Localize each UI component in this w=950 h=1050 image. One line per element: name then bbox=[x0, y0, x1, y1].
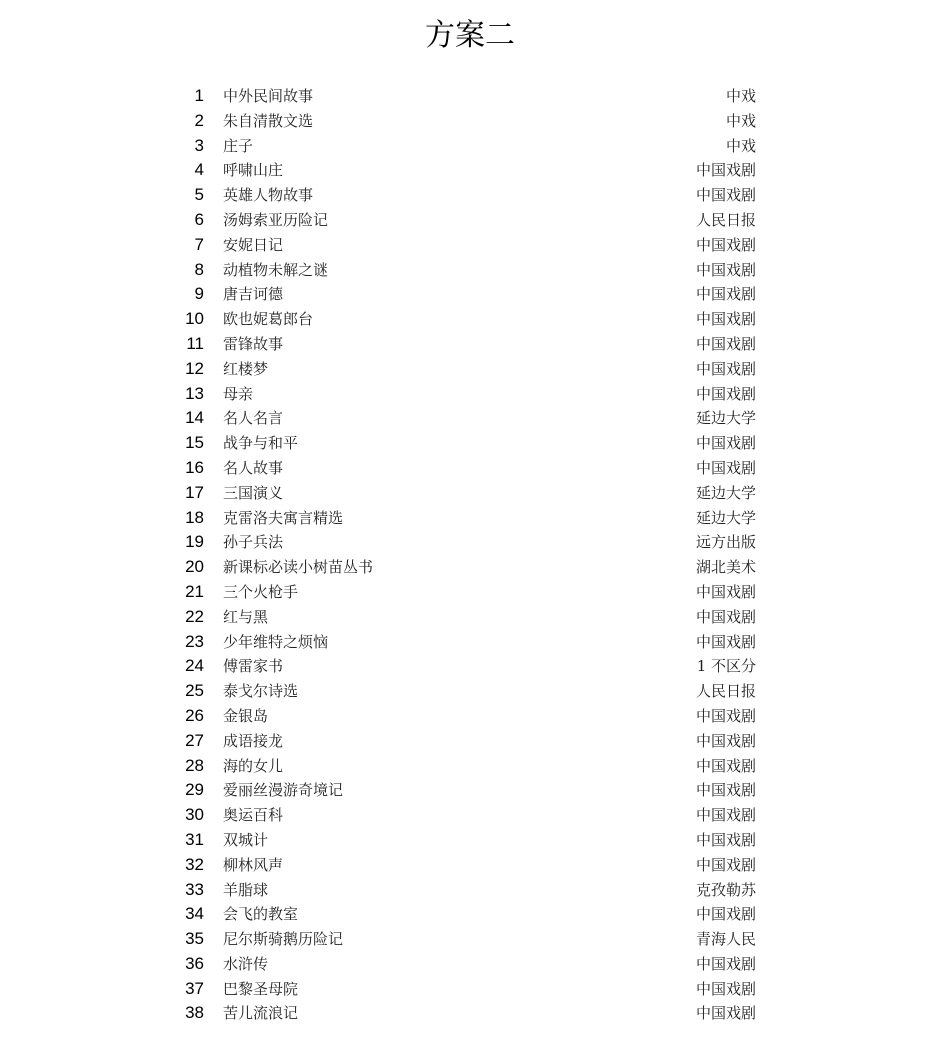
book-publisher: 延边大学 bbox=[695, 483, 756, 502]
list-item bbox=[0, 132, 950, 157]
item-number: 31 bbox=[185, 829, 204, 849]
book-title: 会飞的教室 bbox=[223, 905, 299, 924]
item-number: 18 bbox=[185, 507, 204, 527]
book-title: 庄子 bbox=[223, 136, 254, 155]
book-publisher: 中国戏剧 bbox=[695, 607, 756, 626]
list-item bbox=[0, 776, 950, 801]
book-title: 欧也妮葛郎台 bbox=[223, 310, 314, 329]
list-item bbox=[0, 231, 950, 256]
book-publisher: 中国戏剧 bbox=[695, 161, 756, 180]
item-number: 32 bbox=[185, 854, 204, 874]
item-number: 26 bbox=[185, 705, 204, 725]
item-number: 24 bbox=[185, 656, 204, 676]
list-item bbox=[0, 429, 950, 454]
item-number: 20 bbox=[185, 557, 204, 577]
list-item bbox=[0, 206, 950, 231]
list-item bbox=[0, 652, 950, 677]
book-title: 傅雷家书 bbox=[223, 657, 284, 676]
item-number: 7 bbox=[194, 234, 204, 254]
list-item bbox=[0, 851, 950, 876]
list-item bbox=[0, 578, 950, 603]
book-publisher: 人民日报 bbox=[695, 682, 756, 701]
item-number: 14 bbox=[185, 408, 204, 428]
book-title: 巴黎圣母院 bbox=[223, 979, 299, 998]
book-title: 尼尔斯骑鹅历险记 bbox=[223, 930, 344, 949]
item-number: 27 bbox=[185, 730, 204, 750]
list-item bbox=[0, 479, 950, 504]
book-title: 母亲 bbox=[223, 384, 254, 403]
book-publisher: 中国戏剧 bbox=[695, 235, 756, 254]
list-item bbox=[0, 702, 950, 727]
list-item bbox=[0, 950, 950, 975]
list-item bbox=[0, 975, 950, 1000]
list-item bbox=[0, 801, 950, 826]
book-title: 爱丽丝漫游奇境记 bbox=[223, 781, 344, 800]
book-publisher: 中国戏剧 bbox=[695, 806, 756, 825]
list-item bbox=[0, 404, 950, 429]
list-item bbox=[0, 355, 950, 380]
book-publisher: 中国戏剧 bbox=[695, 756, 756, 775]
item-number: 11 bbox=[186, 333, 204, 353]
book-title: 呼啸山庄 bbox=[223, 161, 284, 180]
item-number: 12 bbox=[185, 358, 204, 378]
book-title: 汤姆索亚历险记 bbox=[223, 210, 329, 229]
book-publisher: 中国戏剧 bbox=[695, 1004, 756, 1023]
book-title: 朱自清散文选 bbox=[223, 111, 314, 130]
book-publisher: 中国戏剧 bbox=[695, 359, 756, 378]
book-publisher: 中国戏剧 bbox=[695, 384, 756, 403]
item-number: 36 bbox=[185, 953, 204, 973]
book-title: 泰戈尔诗选 bbox=[223, 682, 299, 701]
book-title: 唐吉诃德 bbox=[223, 285, 284, 304]
book-publisher: 远方出版 bbox=[695, 533, 756, 552]
book-publisher: 中国戏剧 bbox=[695, 285, 756, 304]
list-item bbox=[0, 876, 950, 901]
book-publisher: 人民日报 bbox=[695, 210, 756, 229]
item-number: 22 bbox=[185, 606, 204, 626]
item-number: 29 bbox=[185, 780, 204, 800]
book-title: 新课标必读小树苗丛书 bbox=[223, 558, 374, 577]
item-number: 1 bbox=[194, 86, 204, 105]
list-item bbox=[0, 280, 950, 305]
book-title: 孙子兵法 bbox=[223, 533, 284, 552]
list-item bbox=[0, 603, 950, 628]
book-publisher: 延边大学 bbox=[695, 508, 756, 527]
book-title: 双城计 bbox=[223, 830, 269, 849]
book-publisher: 中国戏剧 bbox=[695, 434, 756, 453]
item-number: 6 bbox=[194, 209, 204, 229]
list-item bbox=[0, 181, 950, 206]
item-number: 25 bbox=[185, 681, 204, 701]
book-publisher: 中国戏剧 bbox=[695, 582, 756, 601]
item-number: 17 bbox=[185, 482, 204, 502]
book-publisher: 中国戏剧 bbox=[695, 830, 756, 849]
list-item bbox=[0, 528, 950, 553]
item-number: 28 bbox=[185, 755, 204, 775]
item-number: 23 bbox=[185, 631, 204, 651]
book-publisher: 中戏 bbox=[725, 87, 756, 105]
page-title: 方案二 bbox=[425, 18, 515, 53]
book-publisher: 中国戏剧 bbox=[695, 186, 756, 205]
book-title: 中外民间故事 bbox=[223, 87, 314, 105]
item-number: 16 bbox=[185, 457, 204, 477]
item-number: 4 bbox=[194, 160, 204, 180]
book-title: 战争与和平 bbox=[223, 434, 299, 453]
book-title: 羊脂球 bbox=[223, 880, 269, 899]
item-number: 13 bbox=[185, 383, 204, 403]
book-publisher: 中戏 bbox=[725, 136, 756, 155]
book-title: 少年维特之烦恼 bbox=[223, 632, 329, 651]
book-title: 三国演义 bbox=[223, 483, 284, 502]
item-number: 35 bbox=[185, 929, 204, 949]
item-number: 34 bbox=[185, 904, 204, 924]
book-title: 名人名言 bbox=[223, 409, 284, 428]
book-publisher: 中国戏剧 bbox=[695, 954, 756, 973]
book-publisher: 中国戏剧 bbox=[695, 632, 756, 651]
list-item bbox=[0, 330, 950, 355]
book-publisher: 中国戏剧 bbox=[695, 310, 756, 329]
list-item bbox=[0, 156, 950, 181]
list-item bbox=[0, 82, 950, 107]
book-publisher: 中国戏剧 bbox=[695, 905, 756, 924]
item-number: 30 bbox=[185, 805, 204, 825]
list-item bbox=[0, 677, 950, 702]
book-title: 金银岛 bbox=[223, 706, 269, 725]
item-number: 21 bbox=[185, 581, 204, 601]
book-title: 克雷洛夫寓言精选 bbox=[223, 508, 344, 527]
book-title: 名人故事 bbox=[223, 458, 284, 477]
list-item bbox=[0, 925, 950, 950]
item-number: 3 bbox=[194, 135, 204, 155]
list-item bbox=[0, 999, 950, 1024]
book-publisher: 中国戏剧 bbox=[695, 458, 756, 477]
book-publisher: 中戏 bbox=[725, 111, 756, 130]
list-item bbox=[0, 380, 950, 405]
book-title: 奥运百科 bbox=[223, 806, 284, 825]
list-item bbox=[0, 553, 950, 578]
item-number: 33 bbox=[185, 879, 204, 899]
book-publisher: 中国戏剧 bbox=[695, 855, 756, 874]
list-item bbox=[0, 256, 950, 281]
item-number: 10 bbox=[185, 309, 204, 329]
book-publisher: 延边大学 bbox=[695, 409, 756, 428]
item-number: 19 bbox=[185, 532, 204, 552]
book-list bbox=[0, 82, 950, 1024]
book-title: 红与黑 bbox=[223, 607, 269, 626]
list-item bbox=[0, 900, 950, 925]
book-publisher: 1 不区分 bbox=[696, 657, 756, 676]
book-publisher: 中国戏剧 bbox=[695, 781, 756, 800]
book-title: 英雄人物故事 bbox=[223, 186, 314, 205]
book-title: 三个火枪手 bbox=[223, 582, 299, 601]
book-publisher: 湖北美术 bbox=[695, 558, 756, 577]
list-item bbox=[0, 305, 950, 330]
book-publisher: 克孜勒苏 bbox=[695, 880, 756, 899]
book-title: 海的女儿 bbox=[223, 756, 284, 775]
book-publisher: 中国戏剧 bbox=[695, 979, 756, 998]
book-publisher: 中国戏剧 bbox=[695, 731, 756, 750]
list-item bbox=[0, 628, 950, 653]
book-title: 红楼梦 bbox=[223, 359, 269, 378]
item-number: 9 bbox=[194, 284, 204, 304]
item-number: 38 bbox=[185, 1003, 204, 1023]
list-item bbox=[0, 504, 950, 529]
item-number: 8 bbox=[194, 259, 204, 279]
book-title: 柳林风声 bbox=[223, 855, 284, 874]
list-item bbox=[0, 454, 950, 479]
book-title: 成语接龙 bbox=[223, 731, 284, 750]
book-title: 动植物未解之谜 bbox=[223, 260, 329, 279]
book-publisher: 中国戏剧 bbox=[695, 334, 756, 353]
book-publisher: 青海人民 bbox=[695, 930, 756, 949]
list-item bbox=[0, 727, 950, 752]
item-number: 5 bbox=[194, 185, 204, 205]
book-publisher: 中国戏剧 bbox=[695, 260, 756, 279]
book-title: 苦儿流浪记 bbox=[223, 1004, 299, 1023]
list-item bbox=[0, 107, 950, 132]
item-number: 37 bbox=[185, 978, 204, 998]
book-title: 安妮日记 bbox=[223, 235, 284, 254]
item-number: 15 bbox=[185, 433, 204, 453]
book-title: 水浒传 bbox=[223, 954, 269, 973]
list-item bbox=[0, 752, 950, 777]
book-publisher: 中国戏剧 bbox=[695, 706, 756, 725]
book-title: 雷锋故事 bbox=[223, 334, 284, 353]
list-item bbox=[0, 826, 950, 851]
item-number: 2 bbox=[194, 110, 204, 130]
